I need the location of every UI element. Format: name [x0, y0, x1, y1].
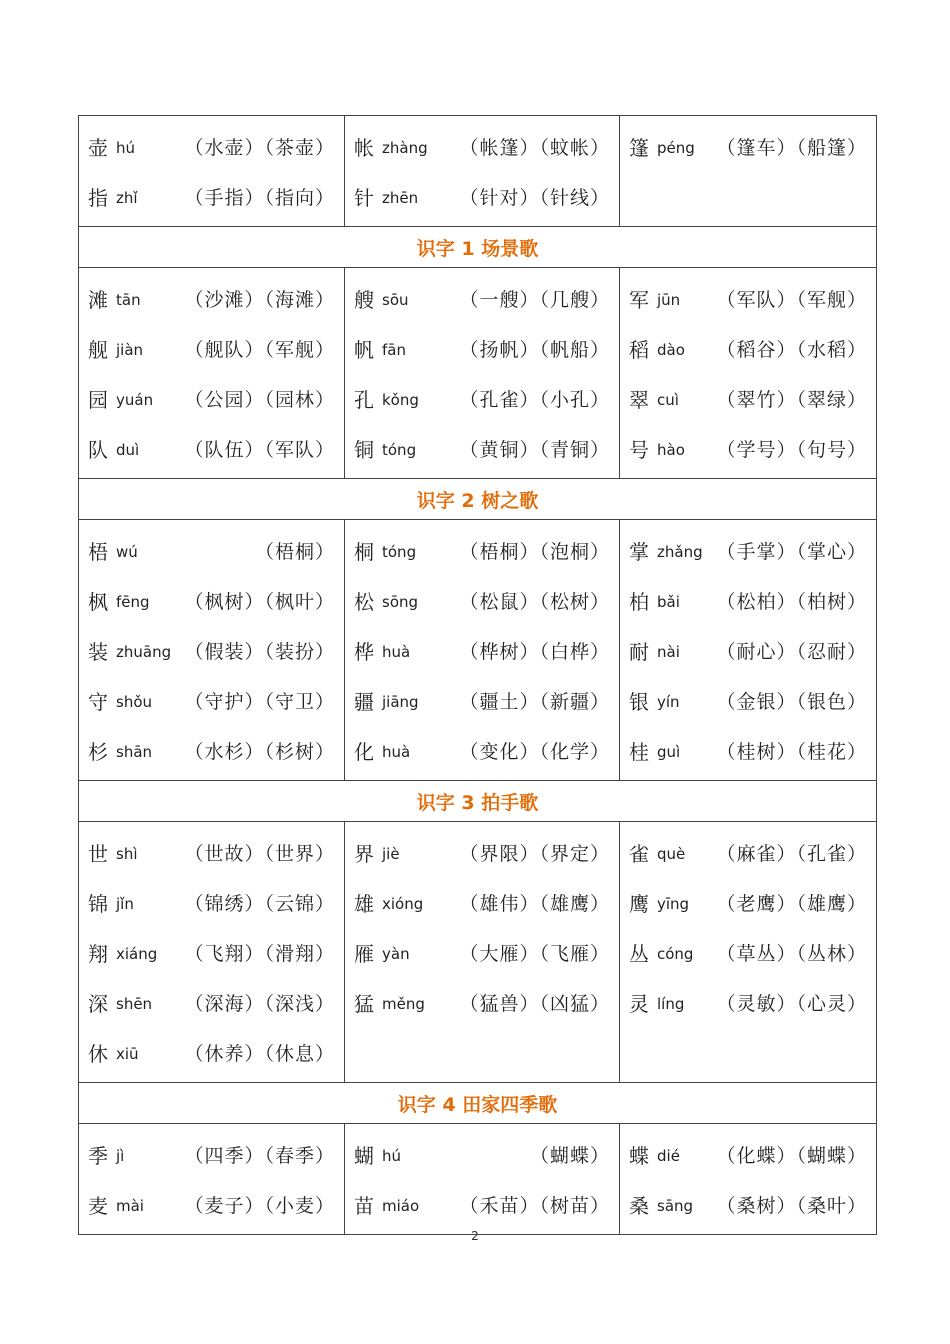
character-entry	[354, 171, 610, 221]
word-examples: （疆土）（新疆）	[459, 690, 610, 713]
character-entry	[629, 675, 867, 725]
character-entry	[629, 1179, 867, 1229]
character-cell	[79, 520, 345, 781]
pinyin: huà	[382, 642, 411, 661]
character-row	[79, 116, 877, 227]
pinyin: zhàng	[382, 138, 428, 157]
character-entry	[354, 575, 610, 625]
character-cell	[79, 1124, 345, 1235]
character: 滩	[88, 287, 108, 312]
word-examples: （灵敏）（心灵）	[716, 992, 867, 1015]
word-examples: （枫树）（枫叶）	[184, 590, 335, 613]
word-examples: （公园）（园林）	[184, 388, 335, 411]
pinyin: fēng	[116, 592, 150, 611]
character: 针	[354, 185, 374, 210]
character-entry	[354, 625, 610, 675]
character: 雁	[354, 941, 374, 966]
character-entry	[88, 927, 335, 977]
character: 蝴	[354, 1143, 374, 1168]
character-entry	[88, 575, 335, 625]
character-entry	[354, 927, 610, 977]
character: 猛	[354, 991, 374, 1016]
pinyin: jì	[116, 1146, 125, 1165]
character: 桂	[629, 739, 649, 764]
pinyin: péng	[657, 138, 695, 157]
character: 杉	[88, 739, 108, 764]
character: 桦	[354, 639, 374, 664]
character-entry	[88, 273, 335, 323]
character-row	[79, 268, 877, 479]
vocabulary-table-body	[79, 116, 877, 1235]
pinyin: huà	[382, 742, 411, 761]
pinyin: xióng	[382, 894, 424, 913]
character-entry	[354, 877, 610, 927]
character-cell	[345, 1124, 620, 1235]
word-examples: （世故）（世界）	[184, 842, 335, 865]
word-examples: （扬帆）（帆船）	[459, 338, 610, 361]
pinyin: shān	[116, 742, 153, 761]
character: 铜	[354, 437, 374, 462]
word-examples: （桑树）（桑叶）	[716, 1194, 867, 1217]
word-examples: （沙滩）（海滩）	[184, 288, 335, 311]
pinyin: hào	[657, 440, 685, 459]
character: 稻	[629, 337, 649, 362]
word-examples: （桂树）（桂花）	[716, 740, 867, 763]
pinyin: yín	[657, 692, 680, 711]
lesson-heading-row	[79, 479, 877, 520]
word-examples: （禾苗）（树苗）	[459, 1194, 610, 1217]
character: 帐	[354, 135, 374, 160]
pinyin: xiū	[116, 1044, 139, 1063]
lesson-heading: 识字 2 树之歌	[79, 479, 877, 520]
pinyin: sāng	[657, 1196, 694, 1215]
character: 蝶	[629, 1143, 649, 1168]
word-examples: （猛兽）（凶猛）	[459, 992, 610, 1015]
character-entry	[88, 373, 335, 423]
character: 指	[88, 185, 108, 210]
pinyin: tóng	[382, 542, 417, 561]
character-entry	[354, 827, 610, 877]
character-cell	[345, 822, 620, 1083]
character-entry	[354, 423, 610, 473]
character: 界	[354, 841, 374, 866]
word-examples: （水壶）（茶壶）	[184, 136, 335, 159]
page-number: 2	[471, 1229, 479, 1243]
word-examples: （孔雀）（小孔）	[459, 388, 610, 411]
character: 化	[354, 739, 374, 764]
character: 灵	[629, 991, 649, 1016]
character-entry	[629, 423, 867, 473]
pinyin: tóng	[382, 440, 417, 459]
word-examples: （队伍）（军队）	[184, 438, 335, 461]
character-entry	[88, 525, 335, 575]
word-examples: （军队）（军舰）	[716, 288, 867, 311]
pinyin: jiè	[382, 844, 400, 863]
word-examples: （草丛）（丛林）	[716, 942, 867, 965]
character-entry	[354, 525, 610, 575]
character-cell	[79, 268, 345, 479]
pinyin: yàn	[382, 944, 410, 963]
word-examples: （篷车）（船篷）	[716, 136, 867, 159]
character-entry	[354, 675, 610, 725]
character: 耐	[629, 639, 649, 664]
word-examples: （针对）（针线）	[459, 186, 610, 209]
character: 园	[88, 387, 108, 412]
character: 休	[88, 1041, 108, 1066]
character: 帆	[354, 337, 374, 362]
character-cell	[620, 116, 877, 227]
word-examples: （水杉）（杉树）	[184, 740, 335, 763]
character: 深	[88, 991, 108, 1016]
pinyin: fān	[382, 340, 406, 359]
word-examples: （守护）（守卫）	[184, 690, 335, 713]
lesson-heading-row	[79, 227, 877, 268]
word-examples: （麻雀）（孔雀）	[716, 842, 867, 865]
character-entry	[354, 977, 610, 1027]
character-entry	[629, 323, 867, 373]
vocabulary-table	[78, 115, 877, 1235]
word-examples: （手掌）（掌心）	[716, 540, 867, 563]
word-examples: （界限）（界定）	[459, 842, 610, 865]
pinyin: zhǐ	[116, 188, 138, 207]
character-cell	[620, 1124, 877, 1235]
word-examples: （耐心）（忍耐）	[716, 640, 867, 663]
character: 银	[629, 689, 649, 714]
word-examples: （深海）（深浅）	[184, 992, 335, 1015]
pinyin: miáo	[382, 1196, 420, 1215]
word-examples: （大雁）（飞雁）	[459, 942, 610, 965]
lesson-heading: 识字 1 场景歌	[79, 227, 877, 268]
character-entry	[88, 121, 335, 171]
character-entry	[354, 273, 610, 323]
character-cell	[620, 520, 877, 781]
character: 篷	[629, 135, 649, 160]
character: 世	[88, 841, 108, 866]
pinyin: sōng	[382, 592, 419, 611]
word-examples: （梧桐）（泡桐）	[459, 540, 610, 563]
character-entry	[629, 575, 867, 625]
word-examples: （麦子）（小麦）	[184, 1194, 335, 1217]
word-examples: （金银）（银色）	[716, 690, 867, 713]
character: 丛	[629, 941, 649, 966]
pinyin: dié	[657, 1146, 680, 1165]
character: 翠	[629, 387, 649, 412]
word-examples: （松柏）（柏树）	[716, 590, 867, 613]
word-examples: （稻谷）（水稻）	[716, 338, 867, 361]
pinyin: zhēn	[382, 188, 419, 207]
character: 锦	[88, 891, 108, 916]
pinyin: sōu	[382, 290, 409, 309]
lesson-heading: 识字 4 田家四季歌	[79, 1083, 877, 1124]
character-row	[79, 1124, 877, 1235]
lesson-heading-row	[79, 781, 877, 822]
character: 疆	[354, 689, 374, 714]
character: 装	[88, 639, 108, 664]
character-entry	[629, 1129, 867, 1179]
character: 桐	[354, 539, 374, 564]
pinyin: bǎi	[657, 592, 680, 611]
pinyin: zhǎng	[657, 542, 703, 561]
pinyin: cóng	[657, 944, 694, 963]
character-row	[79, 520, 877, 781]
word-examples: （黄铜）（青铜）	[459, 438, 610, 461]
word-examples: （老鹰）（雄鹰）	[716, 892, 867, 915]
character: 松	[354, 589, 374, 614]
character-cell	[345, 520, 620, 781]
pinyin: mài	[116, 1196, 144, 1215]
character-entry	[354, 121, 610, 171]
pinyin: líng	[657, 994, 685, 1013]
character: 梧	[88, 539, 108, 564]
character-entry	[629, 877, 867, 927]
pinyin: xiáng	[116, 944, 158, 963]
word-examples: （雄伟）（雄鹰）	[459, 892, 610, 915]
word-examples: （手指）（指向）	[184, 186, 335, 209]
word-examples: （假装）（装扮）	[184, 640, 335, 663]
character-entry	[629, 827, 867, 877]
character: 枫	[88, 589, 108, 614]
pinyin: jǐn	[116, 894, 134, 913]
pinyin: kǒng	[382, 390, 419, 409]
pinyin: nài	[657, 642, 680, 661]
character-entry	[629, 373, 867, 423]
character: 苗	[354, 1193, 374, 1218]
pinyin: dào	[657, 340, 685, 359]
character: 桑	[629, 1193, 649, 1218]
character-entry	[88, 1027, 335, 1077]
pinyin: cuì	[657, 390, 679, 409]
pinyin: hú	[116, 138, 136, 157]
character-entry	[88, 675, 335, 725]
character-entry	[354, 725, 610, 775]
character-entry	[629, 625, 867, 675]
word-examples: （翠竹）（翠绿）	[716, 388, 867, 411]
character: 舰	[88, 337, 108, 362]
character: 柏	[629, 589, 649, 614]
character: 季	[88, 1143, 108, 1168]
character-entry	[88, 625, 335, 675]
word-examples: （舰队）（军舰）	[184, 338, 335, 361]
character-entry	[354, 1179, 610, 1229]
character-entry	[88, 423, 335, 473]
lesson-heading: 识字 3 拍手歌	[79, 781, 877, 822]
character: 雀	[629, 841, 649, 866]
word-examples: （蝴蝶）	[529, 1144, 610, 1167]
character: 守	[88, 689, 108, 714]
pinyin: tān	[116, 290, 141, 309]
character: 队	[88, 437, 108, 462]
character: 孔	[354, 387, 374, 412]
character: 壶	[88, 135, 108, 160]
character-cell	[345, 268, 620, 479]
pinyin: wú	[116, 542, 138, 561]
word-examples: （四季）（春季）	[184, 1144, 335, 1167]
pinyin: yuán	[116, 390, 154, 409]
character-entry	[629, 927, 867, 977]
character: 艘	[354, 287, 374, 312]
character-cell	[79, 116, 345, 227]
character-entry	[354, 323, 610, 373]
character-entry	[629, 725, 867, 775]
pinyin: jiàn	[116, 340, 144, 359]
word-examples: （帐篷）（蚊帐）	[459, 136, 610, 159]
character-entry	[629, 273, 867, 323]
character: 翔	[88, 941, 108, 966]
character-entry	[88, 827, 335, 877]
character-entry	[88, 877, 335, 927]
character-entry	[629, 977, 867, 1027]
pinyin: yīng	[657, 894, 690, 913]
character-entry	[88, 1129, 335, 1179]
pinyin: guì	[657, 742, 681, 761]
character: 掌	[629, 539, 649, 564]
character-entry	[354, 373, 610, 423]
word-examples: （桦树）（白桦）	[459, 640, 610, 663]
lesson-heading-row	[79, 1083, 877, 1124]
pinyin: shì	[116, 844, 138, 863]
pinyin: zhuāng	[116, 642, 172, 661]
pinyin: jūn	[657, 290, 681, 309]
pinyin: shǒu	[116, 692, 153, 711]
word-examples: （休养）（休息）	[184, 1042, 335, 1065]
word-examples: （学号）（句号）	[716, 438, 867, 461]
character: 号	[629, 437, 649, 462]
pinyin: hú	[382, 1146, 402, 1165]
character-cell	[345, 116, 620, 227]
character: 麦	[88, 1193, 108, 1218]
character-cell	[620, 268, 877, 479]
word-examples: （变化）（化学）	[459, 740, 610, 763]
pinyin: jiāng	[382, 692, 419, 711]
character-entry	[88, 977, 335, 1027]
word-examples: （飞翔）（滑翔）	[184, 942, 335, 965]
character-cell	[79, 822, 345, 1083]
character-entry	[88, 725, 335, 775]
character: 军	[629, 287, 649, 312]
word-examples: （松鼠）（松树）	[459, 590, 610, 613]
pinyin: què	[657, 844, 686, 863]
character-entry	[629, 121, 867, 171]
pinyin: měng	[382, 994, 425, 1013]
character-entry	[629, 525, 867, 575]
pinyin: duì	[116, 440, 140, 459]
word-examples: （化蝶）（蝴蝶）	[716, 1144, 867, 1167]
character: 鹰	[629, 891, 649, 916]
character-row	[79, 822, 877, 1083]
word-examples: （锦绣）（云锦）	[184, 892, 335, 915]
character-entry	[354, 1129, 610, 1179]
word-examples: （一艘）（几艘）	[459, 288, 610, 311]
character-entry	[88, 171, 335, 221]
character-cell	[620, 822, 877, 1083]
character-entry	[88, 323, 335, 373]
pinyin: shēn	[116, 994, 153, 1013]
word-examples: （梧桐）	[254, 540, 335, 563]
character-entry	[88, 1179, 335, 1229]
character: 雄	[354, 891, 374, 916]
